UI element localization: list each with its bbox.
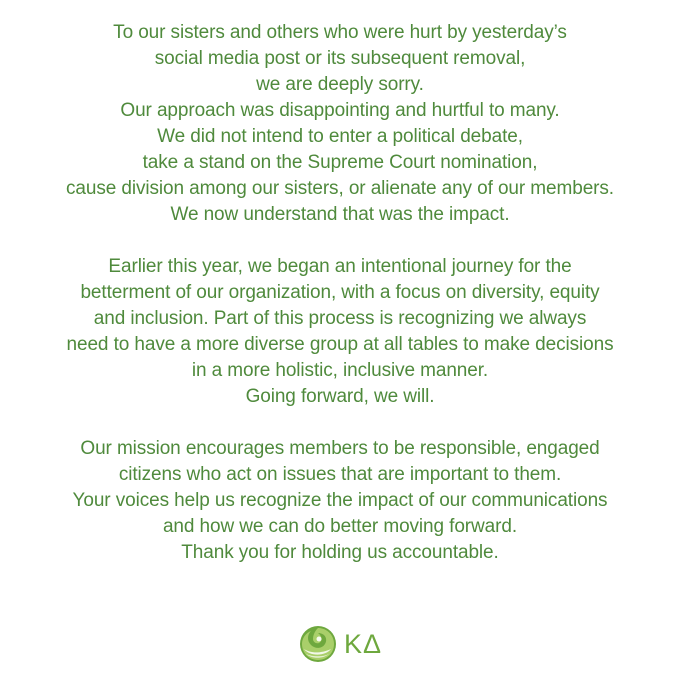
statement-line: To our sisters and others who were hurt by yesterday’s bbox=[113, 22, 567, 43]
statement-line: citizens who act on issues that are important to them. bbox=[118, 464, 562, 485]
statement-paragraph-3 bbox=[0, 436, 680, 566]
statement-line: need to have a more diverse group at all tables to make decisions bbox=[66, 334, 614, 355]
statement-line: social media post or its subsequent removal, bbox=[154, 48, 526, 69]
swirl-emblem-icon bbox=[298, 624, 338, 664]
statement-line: betterment of our organization, with a focus on diversity, equity bbox=[80, 282, 600, 303]
statement-line: and how we can do better moving forward. bbox=[162, 516, 518, 537]
statement-line: We did not intend to enter a political debate, bbox=[157, 126, 523, 147]
statement-paragraph-2 bbox=[0, 254, 680, 410]
statement-line: Earlier this year, we began an intentional journey for the bbox=[108, 256, 572, 277]
statement-line: We now understand that was the impact. bbox=[170, 204, 510, 225]
statement-line: Our mission encourages members to be responsible, engaged bbox=[80, 438, 600, 459]
statement-line: Our approach was disappointing and hurtful to many. bbox=[120, 100, 560, 121]
statement-line: Going forward, we will. bbox=[245, 386, 435, 407]
statement-line: cause division among our sisters, or alienate any of our members. bbox=[66, 178, 614, 199]
statement-line: take a stand on the Supreme Court nomination, bbox=[142, 152, 538, 173]
kappa-delta-logo bbox=[0, 624, 680, 664]
statement-line: and inclusion. Part of this process is recognizing we always bbox=[93, 308, 587, 329]
statement-line: Thank you for holding us accountable. bbox=[181, 542, 499, 563]
statement-line: in a more holistic, inclusive manner. bbox=[191, 360, 489, 381]
statement-paragraph-1 bbox=[0, 20, 680, 228]
statement-line: we are deeply sorry. bbox=[256, 74, 424, 95]
apology-statement bbox=[0, 20, 680, 566]
statement-line: Your voices help us recognize the impact of our communications bbox=[72, 490, 608, 511]
logo-wordmark: ΚΔ bbox=[343, 629, 383, 659]
